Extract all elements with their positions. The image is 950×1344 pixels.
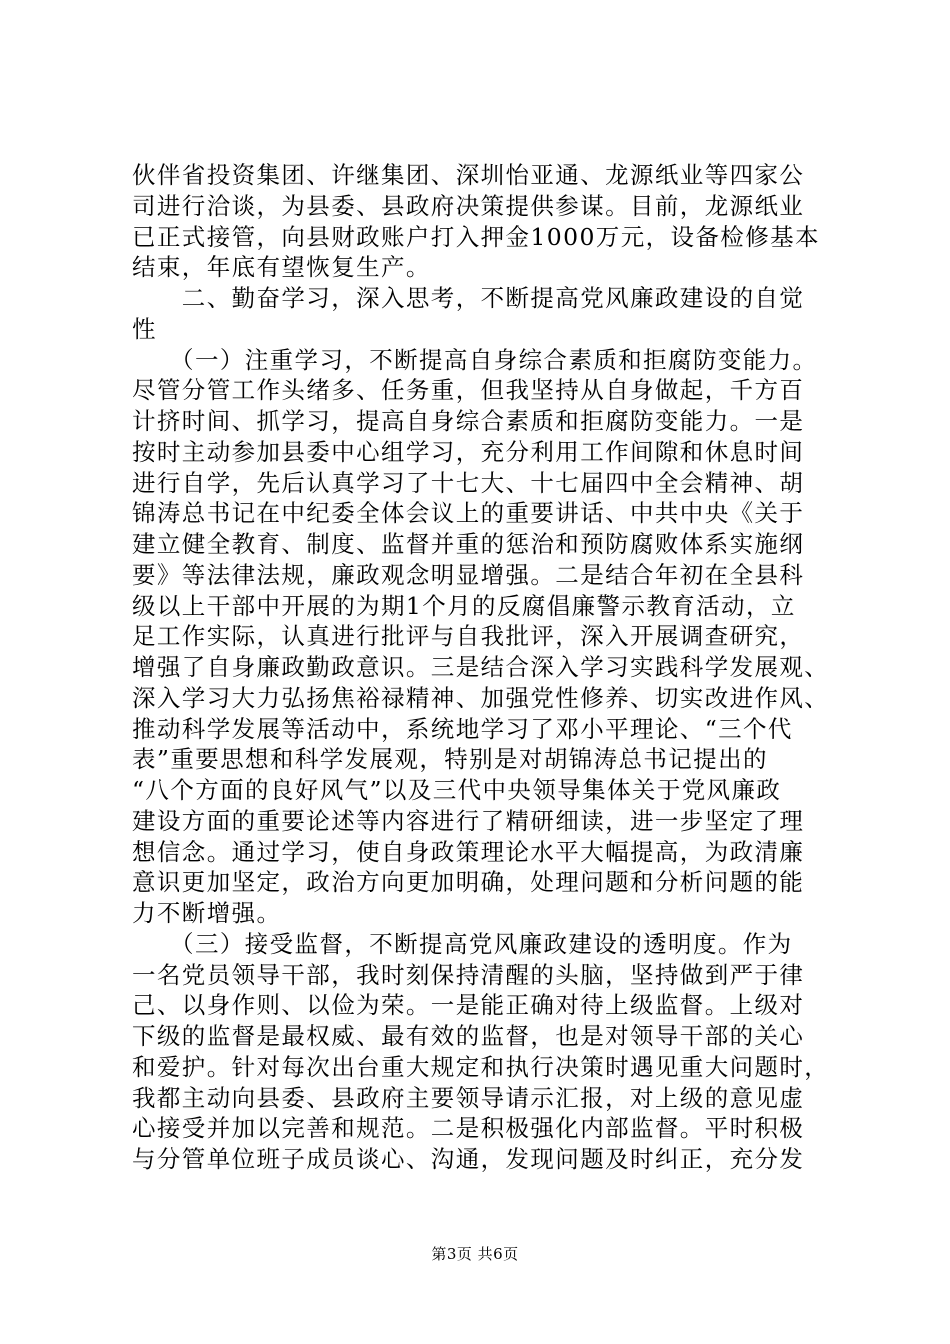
text-line: 下级的监督是最权威、最有效的监督，也是对领导干部的关心 (132, 1022, 805, 1050)
text-line: 锦涛总书记在中纪委全体会议上的重要讲话、中共中央《关于 (132, 499, 805, 528)
text-line: 尽管分管工作头绪多、任务重，但我坚持从自身做起，千方百 (132, 376, 805, 405)
text-line: 按时主动参加县委中心组学习，充分利用工作间隙和休息时间 (132, 437, 805, 466)
text-line: 深入学习大力弘扬焦裕禄精神、加强党性修养、切实改进作风、 (132, 683, 830, 712)
page-footer: 第3页 共6页 (431, 1245, 519, 1263)
text-line: （一）注重学习，不断提高自身综合素质和拒腐防变能力。 (132, 345, 818, 374)
text-line: 我都主动向县委、县政府主要领导请示汇报，对上级的意见虚 (132, 1083, 805, 1112)
text-line: 要》等法律法规，廉政观念明显增强。二是结合年初在全县科 (132, 560, 805, 589)
text-line: 级以上干部中开展的为期1个月的反腐倡廉警示教育活动，立 (132, 591, 796, 620)
text-line: 意识更加坚定，政治方向更加明确，处理问题和分析问题的能 (132, 868, 805, 897)
text-line: 想信念。通过学习，使自身政策理论水平大幅提高，为政清廉 (132, 837, 805, 866)
text-line: 足工作实际，认真进行批评与自我批评，深入开展调查研究， (132, 622, 805, 651)
text-line: 进行自学，先后认真学习了十七大、十七届四中全会精神、胡 (132, 468, 805, 497)
text-line: 伙伴省投资集团、许继集团、深圳怡亚通、龙源纸业等四家公 (132, 161, 805, 189)
text-line: 表”重要思想和科学发展观，特别是对胡锦涛总书记提出的 (132, 745, 768, 774)
text-line: “八个方面的良好风气”以及三代中央领导集体关于党风廉政 (132, 776, 782, 804)
text-line: 和爱护。针对每次出台重大规定和执行决策时遇见重大问题时， (132, 1052, 830, 1081)
text-line: 已正式接管，向县财政账户打入押金1000万元，设备检修基本 (132, 222, 820, 251)
text-line: 心接受并加以完善和规范。二是积极强化内部监督。平时积极 (132, 1114, 805, 1143)
text-line: 力不断增强。 (132, 899, 282, 927)
text-line: 性 (132, 314, 157, 343)
text-line: 己、以身作则、以俭为荣。一是能正确对待上级监督。上级对 (132, 991, 805, 1020)
text-line: （三）接受监督，不断提高党风廉政建设的透明度。作为 (132, 929, 793, 958)
text-line: 二、勤奋学习，深入思考，不断提高党风廉政建设的自觉 (132, 284, 805, 312)
text-line: 一名党员领导干部，我时刻保持清醒的头脑，坚持做到严于律 (132, 960, 805, 989)
text-line: 增强了自身廉政勤政意识。三是结合深入学习实践科学发展观、 (132, 653, 830, 681)
text-line: 建立健全教育、制度、监督并重的惩治和预防腐败体系实施纲 (132, 530, 805, 558)
text-line: 计挤时间、抓学习，提高自身综合素质和拒腐防变能力。一是 (132, 407, 805, 435)
text-line: 建设方面的重要论述等内容进行了精研细读，进一步坚定了理 (132, 806, 805, 835)
text-line: 与分管单位班子成员谈心、沟通，发现问题及时纠正，充分发 (132, 1145, 805, 1173)
text-line: 司进行洽谈，为县委、县政府决策提供参谋。目前，龙源纸业 (132, 191, 805, 220)
text-line: 推动科学发展等活动中，系统地学习了邓小平理论、“三个代 (132, 714, 793, 743)
text-line: 结束，年底有望恢复生产。 (132, 253, 431, 282)
